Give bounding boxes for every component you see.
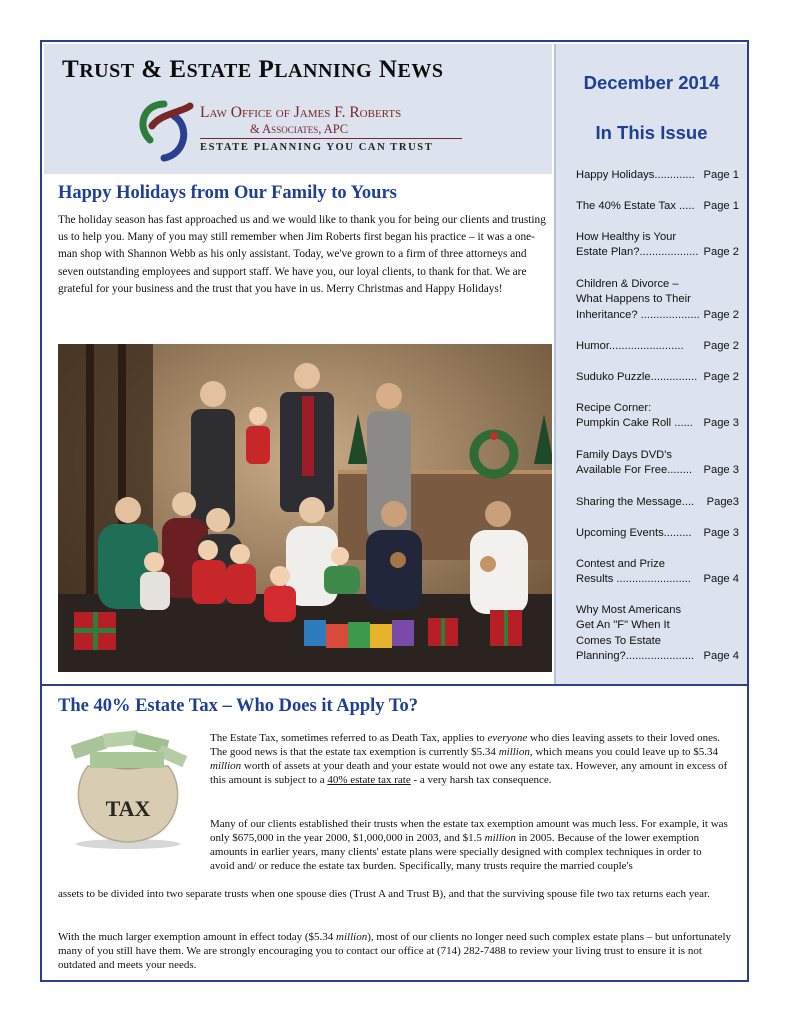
toc-item[interactable] bbox=[576, 401, 739, 432]
sidebar bbox=[556, 44, 747, 684]
toc-item[interactable] bbox=[576, 370, 739, 385]
money-bag-icon bbox=[60, 726, 195, 850]
estate-tax-paragraph-3: With the much larger exemption amount in effect today ($5.34 million), most of our clients no longer need such complex estate plans – but unfortunately many of you still have them. We are strongly encouraging you to contact our office at (714) 282-7488 to review your living trust to ensure it is not outdated and meets your needs. bbox=[58, 931, 732, 972]
toc-item-text: How Healthy is Your bbox=[576, 231, 677, 243]
toc-item[interactable] bbox=[576, 495, 739, 510]
logo-emblem-icon bbox=[130, 96, 200, 164]
toc-item-page: Page 1 bbox=[702, 168, 739, 183]
toc-item-text: What Happens to Their bbox=[576, 293, 691, 306]
firm-logo bbox=[130, 96, 470, 164]
toc-item-text: Estate Plan?................... bbox=[576, 246, 699, 259]
toc-item-text: Suduko Puzzle............... bbox=[576, 371, 698, 383]
toc-item[interactable] bbox=[576, 199, 739, 214]
toc-item-text: Why Most Americans bbox=[576, 604, 682, 616]
tax-bag-label: TAX bbox=[105, 796, 151, 821]
section-divider bbox=[40, 684, 749, 686]
toc-item[interactable] bbox=[576, 339, 739, 354]
masthead-title-text: TRUST & ESTATE PLANNING NEWS bbox=[62, 56, 444, 83]
toc-item-text: Planning?...................... bbox=[576, 650, 695, 663]
logo-firm-suffix: & Associates, APC bbox=[250, 122, 349, 136]
toc-item-page: Page 1 bbox=[702, 199, 739, 214]
in-this-issue-heading: In This Issue bbox=[595, 122, 708, 143]
toc-item-text: Recipe Corner: bbox=[576, 402, 652, 414]
tax-money-bag-image bbox=[60, 726, 195, 850]
toc-item[interactable] bbox=[576, 277, 739, 323]
toc-item-text: Results ........................ bbox=[576, 573, 692, 586]
toc-item-page: Page 2 bbox=[702, 308, 739, 323]
issue-date: December 2014 bbox=[583, 72, 720, 93]
toc-item-text: Humor........................ bbox=[576, 340, 684, 352]
estate-tax-paragraph-2: Many of our clients established their trusts when the estate tax exemption amount was much less. For example, it was only $675,000 in the year 2000, $1,000,000 in 2003, and $1.5 million in 2005. Because of the lower exemption amounts in earlier years, many clients' estate plans were specially designed with complex techniques in order to avoid and/ or reduce the estate tax burden. Specifically, many trusts require the married couple's bbox=[210, 818, 728, 873]
toc-item-text: Comes To Estate bbox=[576, 634, 661, 647]
toc-item-text: Contest and Prize bbox=[576, 558, 665, 570]
toc-item[interactable] bbox=[576, 557, 739, 588]
sidebar-edge bbox=[554, 44, 556, 684]
toc-item-text: Available For Free........ bbox=[576, 464, 693, 477]
toc-item-page: Page 2 bbox=[702, 245, 739, 260]
toc-item-page: Page 2 bbox=[702, 370, 739, 385]
article-estate-tax-title: The 40% Estate Tax – Who Does it Apply To? bbox=[58, 696, 418, 716]
toc-item[interactable] bbox=[576, 168, 739, 183]
toc-item-text: Inheritance? ................... bbox=[576, 308, 700, 321]
toc-item-text: Children & Divorce – bbox=[576, 278, 679, 290]
toc-item-text: Get An "F" When It bbox=[576, 619, 670, 632]
logo-tagline: ESTATE PLANNING YOU CAN TRUST bbox=[200, 142, 434, 153]
toc-item-page: Page 2 bbox=[702, 339, 739, 354]
toc-item-page: Page 4 bbox=[702, 572, 739, 587]
estate-tax-rate-link[interactable]: 40% estate tax rate bbox=[327, 774, 411, 787]
toc-item-page: Page 3 bbox=[702, 463, 739, 478]
estate-tax-paragraph-1: The Estate Tax, sometimes referred to as Death Tax, applies to everyone who dies leaving assets to their loved ones. The good news is that the estate tax exemption is currently $5.34 million, which means you could leave up to $5.34 million worth of assets at your death and your estate would not owe any estate tax. However, any amount in excess of this amount is subject to a 40% estate tax rate - a very harsh tax consequence. bbox=[210, 732, 728, 787]
toc-item-page: Page 3 bbox=[702, 526, 739, 541]
toc-item-text: Happy Holidays............. bbox=[576, 169, 695, 181]
article-holidays-body: The holiday season has fast approached us and we would like to thank you for being our clients and trusting us to help you. Many of you may still remember when Jim Roberts first began his practice – it was a one-man shop with Shannon Webb as his only assistant. Today, we've grown to a firm of three attorneys and seven outstanding employees and support staff. We have you, our loyal clients, to thank for that. We are grateful for your business and the trust that you have in us. Merry Christmas and Happy Holidays! bbox=[58, 214, 546, 295]
toc-item-text: Upcoming Events......... bbox=[576, 527, 692, 539]
group-photo-image bbox=[58, 344, 552, 672]
toc-item[interactable] bbox=[576, 603, 739, 665]
toc-item-text: Family Days DVD's bbox=[576, 449, 672, 461]
toc-item-text: The 40% Estate Tax ..... bbox=[576, 200, 695, 212]
toc-item[interactable] bbox=[576, 230, 739, 261]
estate-tax-paragraph-2-continued: assets to be divided into two separate trusts when one spouse dies (Trust A and Trust B), and that the surviving spouse file two tax returns each year. bbox=[58, 888, 710, 900]
toc-item[interactable] bbox=[576, 448, 739, 479]
toc-item-text: Sharing the Message.... bbox=[576, 496, 695, 508]
toc-item[interactable] bbox=[576, 526, 739, 541]
masthead-title bbox=[62, 56, 443, 84]
logo-divider bbox=[200, 138, 462, 139]
toc-item-text: Pumpkin Cake Roll ...... bbox=[576, 417, 693, 430]
toc-item-page: Page 4 bbox=[702, 649, 739, 664]
toc-item-page: Page3 bbox=[705, 495, 739, 510]
toc-item-page: Page 3 bbox=[702, 416, 739, 431]
article-holidays-title: Happy Holidays from Our Family to Yours bbox=[58, 183, 397, 203]
logo-firm-name: Law Office of James F. Roberts bbox=[200, 104, 402, 121]
staff-family-photo bbox=[58, 344, 552, 672]
